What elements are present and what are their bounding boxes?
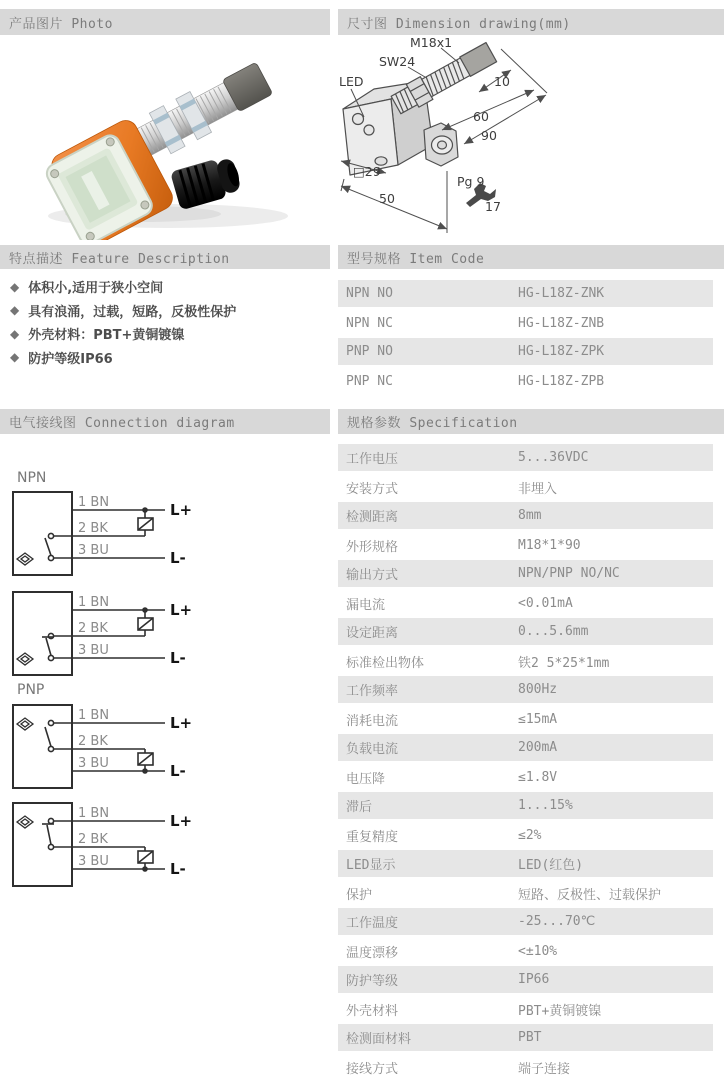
spec-name: 标准检出物体 bbox=[346, 656, 425, 671]
l-plus-label: L+ bbox=[170, 501, 193, 519]
spec-name: 电压降 bbox=[346, 772, 386, 787]
section-header-dimension: 尺寸图 Dimension drawing(mm) bbox=[338, 9, 724, 35]
spec-value: NPN/PNP NO/NC bbox=[518, 566, 620, 581]
section-header-item-code: 型号规格 Item Code bbox=[338, 245, 724, 269]
item-code: HG-L18Z-ZNK bbox=[518, 286, 605, 301]
spec-name: 检测面材料 bbox=[346, 1032, 412, 1047]
item-code-table bbox=[338, 280, 713, 396]
spec-row bbox=[338, 763, 713, 792]
spec-row bbox=[338, 821, 713, 850]
label-dim-17: 17 bbox=[485, 199, 501, 214]
spec-value: 0...5.6mm bbox=[518, 624, 589, 639]
item-code: HG-L18Z-ZPB bbox=[518, 374, 605, 389]
sensor-box bbox=[13, 705, 72, 788]
spec-name: 漏电流 bbox=[346, 598, 386, 613]
label-dim-50: 50 bbox=[379, 191, 395, 206]
spec-row bbox=[338, 966, 713, 995]
spec-row bbox=[338, 879, 713, 908]
spec-value: <0.01mA bbox=[518, 596, 573, 611]
spec-value: 200mA bbox=[518, 740, 558, 755]
extension-line bbox=[341, 179, 344, 191]
leader-m18 bbox=[441, 48, 459, 63]
wire-label-bu: 3 BU bbox=[78, 756, 109, 771]
spec-value: 非埋入 bbox=[518, 482, 558, 497]
spec-value: ≤1.8V bbox=[518, 770, 558, 785]
l-minus-label: L- bbox=[170, 649, 186, 667]
feature-text: 具有浪涌，过载，短路，反极性保护 bbox=[28, 304, 237, 320]
spec-name: 工作温度 bbox=[346, 916, 399, 931]
spec-value: 端子连接 bbox=[518, 1062, 571, 1077]
spec-row bbox=[338, 705, 713, 734]
spec-value: 800Hz bbox=[518, 682, 558, 697]
spec-row bbox=[338, 676, 713, 705]
l-plus-label: L+ bbox=[170, 601, 193, 619]
item-code-row bbox=[338, 280, 713, 309]
feature-item bbox=[10, 322, 330, 346]
spec-name: 工作电压 bbox=[346, 452, 399, 467]
spec-value: <±10% bbox=[518, 944, 558, 959]
spec-name: 防护等级 bbox=[346, 974, 399, 989]
label-dim-90: 90 bbox=[481, 128, 497, 143]
junction-dot bbox=[142, 507, 148, 513]
proximity-sensor-symbol bbox=[17, 816, 33, 828]
spec-value: LED(红色) bbox=[518, 858, 584, 873]
spec-row bbox=[338, 995, 713, 1024]
feature-item bbox=[10, 346, 330, 370]
spec-name: 接线方式 bbox=[346, 1062, 399, 1077]
spec-name: 输出方式 bbox=[346, 568, 399, 583]
junction-dot bbox=[142, 607, 148, 613]
feature-item bbox=[10, 299, 330, 323]
feature-text: 外壳材料：PBT+黄铜镀镍 bbox=[28, 328, 185, 344]
item-code-row bbox=[338, 309, 713, 338]
wire-label-bk: 2 BK bbox=[78, 521, 108, 536]
spec-name: 工作频率 bbox=[346, 684, 399, 699]
l-minus-label: L- bbox=[170, 860, 186, 878]
spec-row bbox=[338, 560, 713, 589]
item-code: HG-L18Z-ZNB bbox=[518, 316, 605, 331]
label-dim-29: □29 bbox=[353, 164, 381, 179]
spec-value: -25...70℃ bbox=[518, 914, 596, 929]
wire-label-bn: 1 BN bbox=[78, 595, 110, 610]
item-type: NPN NC bbox=[346, 316, 393, 331]
label-sw24: SW24 bbox=[379, 54, 416, 69]
feature-list bbox=[10, 275, 330, 369]
spec-row bbox=[338, 589, 713, 618]
spec-name: 外壳材料 bbox=[346, 1004, 399, 1019]
junction-dot bbox=[142, 866, 148, 872]
spec-name: 滞后 bbox=[346, 800, 373, 815]
junction-dot bbox=[142, 768, 148, 774]
wire-label-bu: 3 BU bbox=[78, 543, 109, 558]
spec-row bbox=[338, 1024, 713, 1053]
spec-row bbox=[338, 444, 713, 473]
item-code-row bbox=[338, 367, 713, 396]
spec-name: 保护 bbox=[346, 888, 373, 903]
spec-row bbox=[338, 734, 713, 763]
spec-row bbox=[338, 618, 713, 647]
spec-value: IP66 bbox=[518, 972, 550, 987]
spec-value: 8mm bbox=[518, 508, 542, 523]
l-minus-label: L- bbox=[170, 762, 186, 780]
item-code-row bbox=[338, 338, 713, 367]
l-plus-label: L+ bbox=[170, 714, 193, 732]
spec-value: PBT bbox=[518, 1030, 542, 1045]
item-type: NPN NO bbox=[346, 286, 393, 301]
spec-value: PBT+黄铜镀镍 bbox=[518, 1004, 602, 1019]
spec-row bbox=[338, 937, 713, 966]
diamond-bullet-icon: ◆ bbox=[10, 303, 20, 318]
spec-name: LED显示 bbox=[346, 858, 396, 873]
diamond-bullet-icon: ◆ bbox=[10, 350, 20, 365]
spec-row bbox=[338, 792, 713, 821]
pnp-label: PNP bbox=[17, 682, 45, 698]
spec-value: 5...36VDC bbox=[518, 450, 589, 465]
wiring-diagram-npn-nc bbox=[0, 586, 230, 682]
spec-row bbox=[338, 473, 713, 502]
feature-item bbox=[10, 275, 330, 299]
wire-label-bn: 1 BN bbox=[78, 708, 110, 723]
label-dim-60: 60 bbox=[473, 109, 489, 124]
wire-label-bn: 1 BN bbox=[78, 806, 110, 821]
section-header-specification: 规格参数 Specification bbox=[338, 409, 724, 434]
proximity-sensor-symbol bbox=[17, 553, 33, 565]
spec-row bbox=[338, 850, 713, 879]
led-hole-2 bbox=[364, 125, 374, 135]
spec-value: ≤2% bbox=[518, 828, 542, 843]
label-dim-10: 10 bbox=[494, 74, 510, 89]
spec-value: 铁2 5*25*1mm bbox=[518, 656, 610, 671]
spec-name: 外形规格 bbox=[346, 540, 399, 555]
specification-table bbox=[338, 444, 713, 1082]
section-header-photo: 产品图片 Photo bbox=[0, 9, 330, 35]
section-header-features: 特点描述 Feature Description bbox=[0, 245, 330, 269]
spec-value: 1...15% bbox=[518, 798, 573, 813]
diamond-bullet-icon: ◆ bbox=[10, 279, 20, 294]
l-plus-label: L+ bbox=[170, 812, 193, 830]
diamond-bullet-icon: ◆ bbox=[10, 326, 20, 341]
wiring-diagram-pnp-no bbox=[0, 699, 230, 795]
wire-label-bu: 3 BU bbox=[78, 643, 109, 658]
spec-name: 检测距离 bbox=[346, 510, 399, 525]
spec-name: 负载电流 bbox=[346, 742, 399, 757]
spec-row bbox=[338, 1053, 713, 1082]
label-led: LED bbox=[339, 74, 364, 89]
spec-name: 重复精度 bbox=[346, 830, 399, 845]
spec-name: 消耗电流 bbox=[346, 714, 399, 729]
sensor-box bbox=[13, 803, 72, 886]
wire-label-bk: 2 BK bbox=[78, 832, 108, 847]
item-code: HG-L18Z-ZPK bbox=[518, 344, 605, 359]
spec-value: 短路、反极性、过载保护 bbox=[518, 888, 662, 903]
spec-name: 设定距离 bbox=[346, 626, 399, 641]
wire-label-bk: 2 BK bbox=[78, 621, 108, 636]
wiring-diagram-pnp-nc bbox=[0, 797, 230, 893]
spec-value: ≤15mA bbox=[518, 712, 558, 727]
spec-name: 温度漂移 bbox=[346, 946, 399, 961]
spec-value: M18*1*90 bbox=[518, 538, 581, 553]
wire-label-bk: 2 BK bbox=[78, 734, 108, 749]
wire-label-bn: 1 BN bbox=[78, 495, 110, 510]
led-hole-1 bbox=[353, 114, 364, 125]
spec-row bbox=[338, 531, 713, 560]
proximity-sensor-symbol bbox=[17, 653, 33, 665]
wiring-diagram-npn-no bbox=[0, 486, 230, 582]
feature-text: 防护等级IP66 bbox=[28, 351, 113, 367]
npn-label: NPN bbox=[17, 470, 47, 486]
section-header-connection: 电气接线图 Connection diagram bbox=[0, 409, 330, 434]
item-type: PNP NC bbox=[346, 374, 393, 389]
wire-label-bu: 3 BU bbox=[78, 854, 109, 869]
label-gland: Pg 9 bbox=[457, 174, 485, 189]
proximity-sensor-symbol bbox=[17, 718, 33, 730]
product-photo bbox=[18, 44, 318, 240]
spec-row bbox=[338, 647, 713, 676]
feature-text: 体积小,适用于狭小空间 bbox=[28, 281, 164, 297]
spec-row bbox=[338, 908, 713, 937]
barrel-drawing bbox=[390, 41, 498, 117]
item-type: PNP NO bbox=[346, 344, 393, 359]
spec-name: 安装方式 bbox=[346, 482, 399, 497]
l-minus-label: L- bbox=[170, 549, 186, 567]
dimension-drawing bbox=[338, 33, 720, 235]
spec-row bbox=[338, 502, 713, 531]
label-thread: M18x1 bbox=[410, 35, 453, 50]
cable-gland-black bbox=[170, 154, 244, 210]
